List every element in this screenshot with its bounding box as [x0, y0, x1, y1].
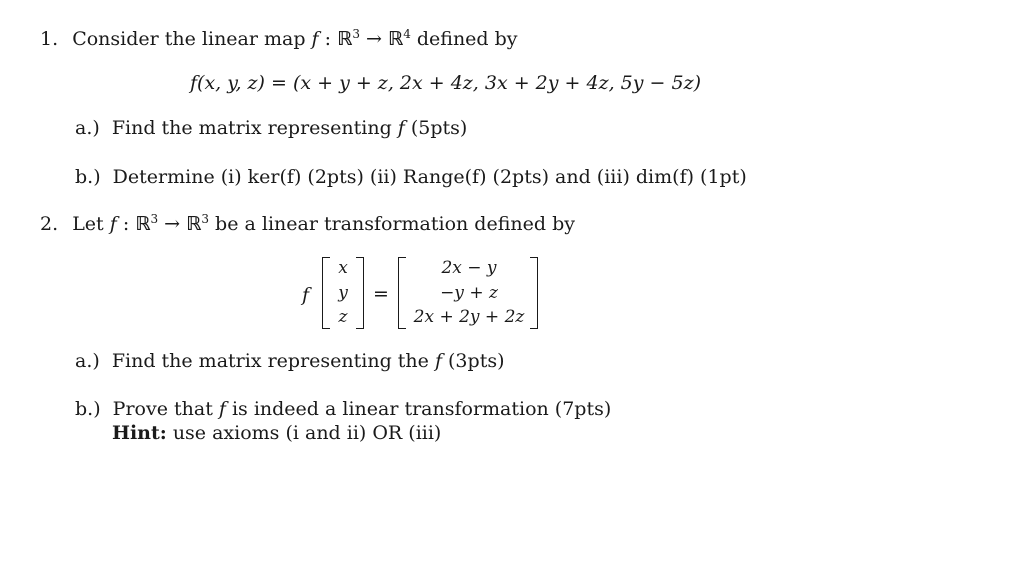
q2-number: 2.: [40, 213, 59, 235]
q1-arrow: →: [359, 28, 388, 50]
q1-intro-b: defined by: [410, 28, 518, 50]
q2-rhs-row-2: −y + z: [440, 283, 498, 303]
q1-intro-a: Consider the linear map: [72, 28, 312, 50]
q2-intro-a: Let: [72, 213, 110, 235]
q2-heading: [40, 213, 575, 235]
q1-codomain-R: ℝ: [387, 28, 404, 50]
q2-hint: [112, 422, 441, 444]
q2-lhs-x: x: [338, 258, 348, 278]
q1-colon: :: [318, 28, 338, 50]
q1-part-a-f: f: [397, 117, 405, 139]
q2-part-a: [75, 350, 505, 372]
q2-domain-exp: 3: [150, 212, 159, 226]
q2-rhs-left-bracket: [398, 257, 406, 329]
q1-f: f: [311, 28, 319, 50]
q2-part-a-text-post: (3pts): [441, 350, 505, 372]
q2-rhs-right-bracket: [530, 257, 538, 329]
q2-rhs-row-1: 2x − y: [441, 258, 497, 278]
q2-f: f: [109, 213, 117, 235]
q2-lhs-y: y: [338, 283, 348, 303]
q1-part-a-text-post: (5pts): [404, 117, 468, 139]
q1-domain-exp: 3: [352, 27, 360, 41]
q2-part-b-text-pre: Prove that: [112, 398, 219, 420]
q2-part-b-f: f: [218, 398, 226, 420]
q1-part-b-text: Determine (i) ker(f) (2pts) (ii) Range(f) (2pts) and (iii) dim(f) (1pt): [112, 166, 747, 188]
q2-part-a-label: a.): [75, 350, 100, 372]
q2-hint-label: Hint:: [112, 422, 167, 444]
q2-part-a-text-pre: Find the matrix representing the: [111, 350, 435, 372]
q2-part-b-text-post: is indeed a linear transformation (7pts): [225, 398, 612, 420]
q2-part-b-label: b.): [75, 398, 101, 420]
q1-part-a: [75, 117, 467, 139]
q1-part-a-label: a.): [75, 117, 100, 139]
q2-rhs-row-3: 2x + 2y + 2z: [413, 307, 525, 327]
q2-matrix-f: f: [302, 284, 310, 306]
q1-codomain-exp: 4: [403, 27, 411, 41]
q2-domain-R: ℝ: [135, 213, 151, 235]
q2-lhs-right-bracket: [356, 257, 364, 329]
q2-part-b: [75, 398, 611, 420]
q2-lhs-left-bracket: [322, 257, 330, 329]
q1-part-a-text-pre: Find the matrix representing: [111, 117, 398, 139]
q1-heading: [40, 28, 518, 50]
q1-equation: f(x, y, z) = (x + y + z, 2x + 4z, 3x + 2y + 4z, 5y − 5z): [190, 72, 702, 94]
q2-equals: =: [373, 283, 389, 305]
q2-codomain-exp: 3: [201, 212, 210, 226]
q1-number: 1.: [40, 28, 59, 50]
q2-part-a-f: f: [434, 350, 442, 372]
q1-part-b: [75, 166, 747, 188]
q1-part-b-label: b.): [75, 166, 101, 188]
q2-codomain-R: ℝ: [186, 213, 202, 235]
q2-intro-b: be a linear transformation defined by: [209, 213, 575, 235]
q2-hint-text: use axioms (i and ii) OR (iii): [166, 422, 442, 444]
q1-domain-R: ℝ: [337, 28, 353, 50]
q2-colon: :: [116, 213, 136, 235]
q2-lhs-z: z: [338, 307, 348, 327]
q2-arrow: →: [158, 213, 187, 235]
